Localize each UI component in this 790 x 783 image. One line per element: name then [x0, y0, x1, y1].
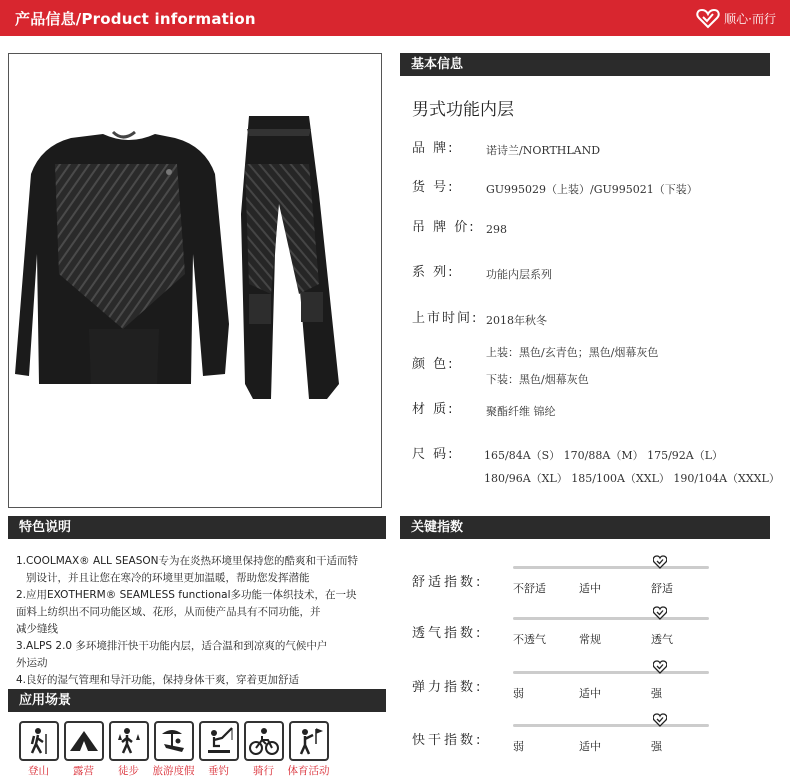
index-marker-icon — [653, 713, 667, 727]
scene-label: 旅游度假 — [152, 765, 195, 777]
thermal-underwear-illustration — [9, 54, 382, 508]
feature-line: 减少缝线 — [16, 623, 58, 635]
quick-dry-index — [412, 714, 782, 764]
info-label: 尺 码: — [412, 447, 455, 462]
tent-icon — [68, 727, 100, 755]
brand-logo-group — [696, 7, 776, 29]
index-track — [513, 566, 709, 569]
index-track — [513, 617, 709, 620]
info-row-price — [412, 216, 507, 244]
banner-title: 产品信息/Product information — [15, 10, 256, 28]
index-level-low: 不透气 — [513, 633, 546, 646]
features-header: 特色说明 — [8, 516, 386, 539]
scene-label: 体育活动 — [287, 765, 330, 777]
index-level-high: 舒适 — [651, 582, 673, 595]
brand-slogan: 顺心·而行 — [724, 11, 776, 26]
feature-line: 面料上纺织出不同功能区域、花形，从而使产品具有不同功能，并 — [16, 606, 321, 618]
info-value: 298 — [486, 223, 507, 236]
info-row-material — [412, 398, 556, 426]
index-marker-icon — [653, 555, 667, 569]
scene-camping — [61, 721, 106, 778]
scene-label: 骑行 — [253, 765, 274, 777]
key-index-header: 关键指数 — [400, 516, 770, 539]
long-sleeve-top — [15, 132, 229, 384]
golfer-icon — [294, 726, 324, 756]
info-value: 聚酯纤维 锦纶 — [486, 405, 556, 418]
product-name: 男式功能内层 — [412, 100, 514, 120]
brand-heart-logo-icon — [696, 7, 720, 29]
index-track — [513, 724, 709, 727]
info-row-launch — [412, 307, 547, 335]
info-row-series — [412, 261, 552, 289]
feature-line: 1.COOLMAX® ALL SEASON专为在炎热环境里保持您的酷爽和干适而特 — [16, 555, 358, 567]
scene-vacation — [151, 721, 196, 778]
index-label: 透气指数: — [412, 626, 484, 641]
scene-fishing — [196, 721, 241, 778]
index-label: 快干指数: — [412, 733, 484, 748]
fishing-icon — [204, 726, 234, 756]
scene-label: 露营 — [73, 765, 94, 777]
index-level-mid: 适中 — [579, 582, 601, 595]
beach-chair-icon — [158, 726, 190, 756]
info-value: 2018年秋冬 — [486, 314, 547, 327]
scene-icons — [16, 721, 331, 778]
index-marker-icon — [653, 606, 667, 620]
basic-info-header: 基本信息 — [400, 53, 770, 76]
info-row-brand — [412, 137, 600, 165]
feature-line: 别设计，并且让您在寒冷的环境里更加温暖，帮助您发挥潜能 — [16, 572, 310, 584]
info-label: 系 列: — [412, 265, 455, 280]
info-label: 品 牌: — [412, 141, 455, 156]
scene-label: 徒步 — [118, 765, 139, 777]
info-value: 165/84A（S） 170/88A（M） 175/92A（L） — [484, 449, 724, 462]
comfort-index — [412, 556, 782, 606]
scenes-header: 应用场景 — [8, 689, 386, 712]
scene-cycling — [241, 721, 286, 778]
info-value: 功能内层系列 — [486, 268, 552, 281]
feature-list — [16, 553, 378, 689]
info-row-sku — [412, 176, 698, 204]
scene-trekking — [106, 721, 151, 778]
scene-sports — [286, 721, 331, 778]
index-marker-icon — [653, 660, 667, 674]
info-value: 诺诗兰/NORTHLAND — [486, 144, 601, 157]
info-label: 材 质: — [412, 402, 455, 417]
index-label: 弹力指数: — [412, 680, 484, 695]
long-pants — [241, 116, 339, 399]
walker-icon — [114, 726, 144, 756]
product-photo — [8, 53, 382, 508]
index-level-low: 弱 — [513, 687, 524, 700]
index-level-high: 强 — [651, 687, 662, 700]
scene-label: 垂钓 — [208, 765, 229, 777]
breathability-index — [412, 607, 782, 657]
scene-hiking — [16, 721, 61, 778]
info-value: GU995029（上装）/GU995021（下装） — [486, 183, 698, 196]
index-level-mid: 常规 — [579, 633, 601, 646]
index-track — [513, 671, 709, 674]
feature-line: 3.ALPS 2.0 多环境排汗快干功能内层，适合温和到凉爽的气候中户 — [16, 640, 328, 652]
hiker-icon — [24, 726, 54, 756]
info-row-color — [412, 339, 658, 393]
info-label: 吊 牌 价: — [412, 220, 476, 235]
info-value: 上装：黑色/玄青色；黑色/烟幕灰色 — [486, 346, 659, 359]
info-label: 颜 色: — [412, 357, 455, 372]
feature-line: 2.应用EXOTHERM® SEAMLESS functional多功能一体织技术，在一块 — [16, 589, 357, 601]
info-row-size — [412, 443, 780, 489]
elasticity-index — [412, 661, 782, 711]
index-level-high: 强 — [651, 740, 662, 753]
index-level-low: 弱 — [513, 740, 524, 753]
scene-label: 登山 — [28, 765, 49, 777]
index-level-high: 透气 — [651, 633, 673, 646]
feature-line: 外运动 — [16, 657, 48, 669]
top-banner — [0, 0, 790, 36]
index-level-mid: 适中 — [579, 740, 601, 753]
index-level-low: 不舒适 — [513, 582, 546, 595]
index-label: 舒适指数: — [412, 575, 484, 590]
cyclist-icon — [248, 726, 280, 756]
info-value: 180/96A（XL） 185/100A（XXL） 190/104A（XXXL） — [484, 472, 780, 485]
info-label: 上市时间: — [412, 311, 479, 326]
info-value: 下装：黑色/烟幕灰色 — [486, 373, 589, 386]
feature-line: 4.良好的湿气管理和导汗功能，保持身体干爽，穿着更加舒适 — [16, 674, 300, 686]
index-level-mid: 适中 — [579, 687, 601, 700]
info-label: 货 号: — [412, 180, 455, 195]
